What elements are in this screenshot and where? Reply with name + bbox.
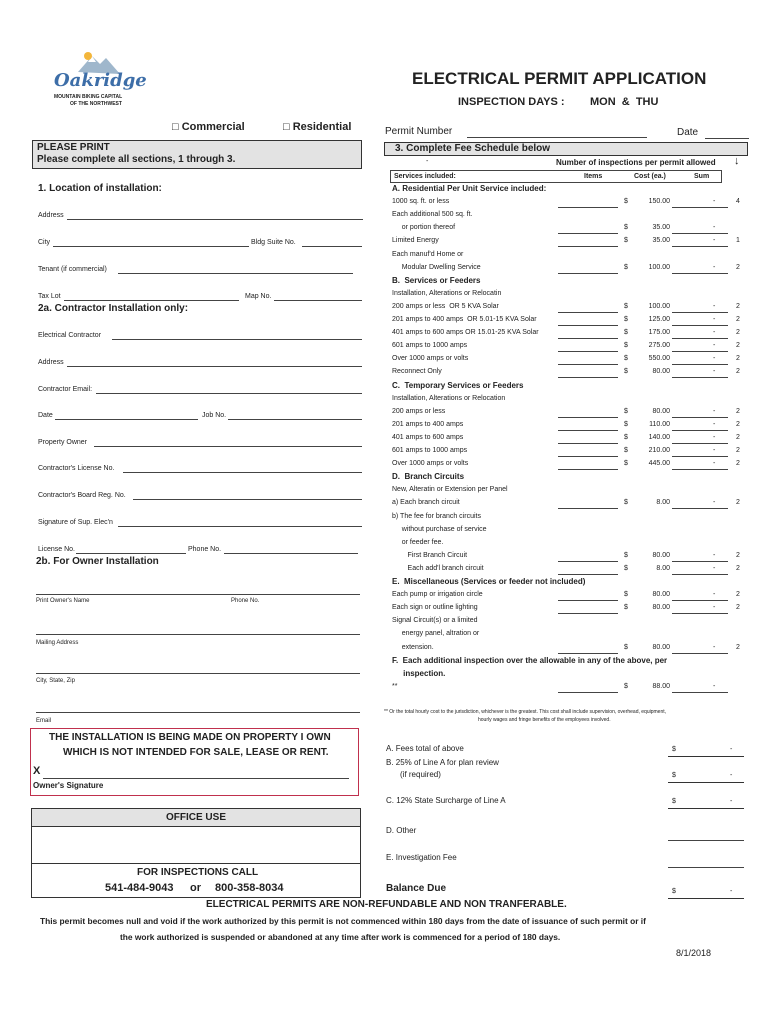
fee-row-label: extension. <box>392 643 434 651</box>
fee-row-sum-field[interactable] <box>672 233 728 234</box>
fee-row-items-field[interactable] <box>558 561 618 562</box>
job-no-field[interactable] <box>228 419 362 420</box>
contractor-address-label: Address <box>38 359 64 366</box>
fee-row-sum-dash: - <box>713 499 716 507</box>
office-use-title: OFFICE USE <box>165 812 226 823</box>
fee-row-sum-dash: - <box>713 302 716 310</box>
fee-row-dollar: $ <box>624 237 628 245</box>
fee-row-sum-field[interactable] <box>672 613 728 614</box>
fee-row-label: 601 amps to 1000 amps <box>392 342 468 350</box>
fee-row-price: 210.00 <box>648 447 670 454</box>
total-d-field[interactable] <box>668 840 744 841</box>
owner-phone-label: Phone No. <box>231 598 260 604</box>
contractor-address-field[interactable] <box>67 366 362 367</box>
fee-row-items-field[interactable] <box>558 246 618 247</box>
fee-row-items-field[interactable] <box>558 600 618 601</box>
tenant-label: Tenant (if commercial) <box>38 266 107 273</box>
fee-row-sum-field[interactable] <box>672 246 728 247</box>
balance-dollar: $ <box>672 888 676 895</box>
license-no-field[interactable] <box>76 553 186 554</box>
section-1-heading: 1. Location of installation: <box>38 183 162 194</box>
fee-row-dollar: $ <box>624 551 628 559</box>
inspections-call: FOR INSPECTIONS CALL <box>137 867 259 878</box>
electrical-contractor-field[interactable] <box>112 339 362 340</box>
fee-row-items-field[interactable] <box>558 207 618 208</box>
sig-sup-label: Signature of Sup. Elec'n <box>38 519 113 526</box>
fee-row-inspections-allowed: 2 <box>736 355 740 363</box>
phone-no-label: Phone No. <box>188 546 222 553</box>
fee-row-sum-dash: - <box>713 224 716 232</box>
fee-row-dollar: $ <box>624 682 628 690</box>
fee-schedule-header <box>384 142 748 156</box>
fee-row-price: 80.00 <box>652 407 670 415</box>
fee-row-sum-field[interactable] <box>672 443 728 444</box>
total-a-dollar: $ <box>672 746 676 753</box>
phone-2: 800-358-8034 <box>215 882 284 894</box>
office-use-header <box>32 809 360 827</box>
fee-row-sum-field[interactable] <box>672 561 728 562</box>
fee-row-label: C. Temporary Services or Feeders <box>392 380 524 390</box>
page-title: ELECTRICAL PERMIT APPLICATION <box>412 69 707 88</box>
fee-row-dollar: $ <box>624 447 628 454</box>
col-items: Items <box>584 173 603 180</box>
bldg-suite-label: Bldg Suite No. <box>251 239 296 246</box>
fee-row-dollar: $ <box>624 316 628 323</box>
section-2b-heading: 2b. For Owner Installation <box>36 556 159 567</box>
fee-row-label: Signal Circuit(s) or a limited <box>392 617 478 625</box>
section-2a-heading: 2a. Contractor Installation only: <box>38 303 189 314</box>
tax-lot-field[interactable] <box>64 300 239 301</box>
fee-row-sum-dash: - <box>713 237 716 245</box>
fee-row-items-field[interactable] <box>558 653 618 654</box>
fee-row-label: 401 amps to 600 amps OR 15.01-25 KVA Solar <box>392 329 539 337</box>
email-field[interactable] <box>36 712 360 713</box>
fee-row-dollar: $ <box>624 564 628 572</box>
fee-row-label: E. Miscellaneous (Services or feeder not included) <box>392 577 586 586</box>
fee-row-items-field[interactable] <box>558 273 618 274</box>
city-label: City <box>38 239 51 246</box>
fee-row-sum-dash: - <box>713 604 716 612</box>
fee-row-sum-field[interactable] <box>672 338 728 339</box>
fee-row-items-field[interactable] <box>558 469 618 470</box>
contractor-email-label: Contractor Email: <box>38 386 93 393</box>
fee-row-sum-field[interactable] <box>672 574 728 575</box>
license-no-label: License No. <box>38 546 75 553</box>
fee-row-inspections-allowed: 2 <box>736 368 740 376</box>
map-no-field[interactable] <box>274 300 362 301</box>
fee-row-items-field[interactable] <box>558 430 618 431</box>
fee-row-sum-field[interactable] <box>672 377 728 378</box>
inspection-days: MON & THU <box>590 96 659 108</box>
fee-row-inspections-allowed: 2 <box>736 591 740 599</box>
logo-tagline-1: MOUNTAIN BIKING CAPITAL <box>54 94 123 100</box>
total-a-label: A. Fees total of above <box>386 744 464 753</box>
date-label-left: Date <box>38 412 53 419</box>
fee-row-sum-dash: - <box>713 551 716 559</box>
fee-row-dollar: $ <box>624 198 628 206</box>
total-d-label: D. Other <box>386 826 417 835</box>
fee-row-sum-dash: - <box>713 355 716 363</box>
fee-row-price: 80.00 <box>652 368 670 376</box>
owner-statement-box <box>30 728 359 796</box>
logo-tagline-2: OF THE NORTHWEST <box>70 101 122 107</box>
fee-row-label: Installation, Alterations or Relocation <box>392 394 506 402</box>
fee-row-label: Each pump or irrigation circle <box>392 591 483 599</box>
fee-row-sum-dash: - <box>713 682 716 690</box>
fee-row-items-field[interactable] <box>558 456 618 457</box>
fee-row-label: b) The fee for branch circuits <box>392 512 481 520</box>
city-state-zip-label: City, State, Zip <box>36 678 75 684</box>
fee-row-inspections-allowed: 2 <box>736 499 740 507</box>
property-owner-label: Property Owner <box>38 439 88 446</box>
fee-row-sum-dash: - <box>713 342 716 350</box>
fee-row-price: 80.00 <box>652 643 670 651</box>
inspections-allowed-label: Number of inspections per permit allowed <box>556 158 716 167</box>
total-c-dollar: $ <box>672 798 676 805</box>
fee-row-label: 201 amps to 400 amps OR 5.01-15 KVA Solar <box>392 316 537 323</box>
fee-row-dollar: $ <box>624 224 628 232</box>
complete-all-sections: Please complete all sections, 1 through 3. <box>37 154 236 165</box>
fee-schedule-title: 3. Complete Fee Schedule below <box>395 143 551 154</box>
fee-row-inspections-allowed: 2 <box>736 329 740 337</box>
fee-row-sum-field[interactable] <box>672 508 728 509</box>
fee-row-dollar: $ <box>624 420 628 428</box>
phone-no-field[interactable] <box>224 553 358 554</box>
fee-row-sum-dash: - <box>713 643 716 651</box>
fee-row-sum-dash: - <box>713 591 716 599</box>
total-b-dash: - <box>730 772 733 779</box>
fee-row-price: 80.00 <box>652 591 670 599</box>
col-services: Services included: <box>394 173 456 180</box>
fee-row-dollar: $ <box>624 329 628 337</box>
balance-due-label: Balance Due <box>386 883 447 894</box>
fee-row-label: B. Services or Feeders <box>392 275 481 285</box>
fee-row-inspections-allowed: 2 <box>736 420 740 428</box>
total-c-field[interactable] <box>668 796 744 809</box>
job-no-label: Job No. <box>202 412 227 419</box>
total-e-field[interactable] <box>668 867 744 868</box>
fee-footnote-2: hourly wages and fringe benefits of the employees involved. <box>478 717 611 723</box>
fee-row-sum-field[interactable] <box>672 207 728 208</box>
fee-row-inspections-allowed: 2 <box>736 316 740 323</box>
fee-row-label: New, Alteratin or Extension per Panel <box>392 486 508 494</box>
fee-row-dollar: $ <box>624 499 628 507</box>
fee-row-price: 35.00 <box>652 237 670 245</box>
contractor-license-field[interactable] <box>123 472 362 473</box>
fee-row-price: 150.00 <box>648 198 670 206</box>
fee-column-headers <box>390 170 722 183</box>
null-void-line-2: the work authorized is suspended or abandoned at any time after work is commenced for a period of 180 days. <box>120 932 561 942</box>
fee-row-label: a) Each branch circuit <box>392 499 460 507</box>
owner-statement-line-2: WHICH IS NOT INTENDED FOR SALE, LEASE OR RENT. <box>63 747 329 758</box>
fee-row-sum-field[interactable] <box>672 469 728 470</box>
fee-row-inspections-allowed: 2 <box>736 433 740 441</box>
fee-row-items-field[interactable] <box>558 508 618 509</box>
total-b-label: B. 25% of Line A for plan review <box>386 758 499 767</box>
fee-row-label: 201 amps to 400 amps <box>392 420 464 428</box>
fee-row-dollar: $ <box>624 643 628 651</box>
tax-lot-label: Tax Lot <box>38 293 61 300</box>
fee-row-sum-field[interactable] <box>672 692 728 693</box>
fee-row-label: 1000 sq. ft. or less <box>392 198 450 206</box>
fee-row-price: 100.00 <box>648 263 670 271</box>
phone-or: or <box>190 882 201 894</box>
fee-row-label: Each additional 500 sq. ft. <box>392 211 473 219</box>
fee-row-sum-field[interactable] <box>672 430 728 431</box>
fee-row-label: 401 amps to 600 amps <box>392 433 464 441</box>
fee-row-label: Each add'l branch circuit <box>392 564 484 572</box>
fee-row-price: 80.00 <box>652 551 670 559</box>
fee-row-items-field[interactable] <box>558 364 618 365</box>
total-c-dash: - <box>730 798 733 805</box>
fee-row-label: 601 amps to 1000 amps <box>392 447 468 454</box>
fee-row-label: or feeder fee. <box>392 538 444 546</box>
fee-row-sum-dash: - <box>713 198 716 206</box>
fee-row-label: Installation, Alterations or Relocatin <box>392 289 502 297</box>
fee-row-sum-dash: - <box>713 263 716 271</box>
date-field-left[interactable] <box>55 419 198 420</box>
fee-row-items-field[interactable] <box>558 338 618 339</box>
fee-row-items-field[interactable] <box>558 574 618 575</box>
fee-row-dollar: $ <box>624 302 628 310</box>
col-cost: Cost (ea.) <box>634 173 666 180</box>
mailing-address-field[interactable] <box>36 634 360 635</box>
fee-row-items-field[interactable] <box>558 351 618 352</box>
contractor-board-field[interactable] <box>133 499 362 500</box>
owner-signature-label: Owner's Signature <box>33 781 104 790</box>
fee-row-price: 140.00 <box>648 433 670 441</box>
fee-row-label: ** <box>392 682 398 690</box>
fee-row-sum-field[interactable] <box>672 273 728 274</box>
fee-row-inspections-allowed: 2 <box>736 643 740 651</box>
signature-x: X <box>33 765 41 777</box>
fee-footnote-1: ** Or the total hourly cost to the jurisdiction, whichever is the greatest. This cost shall include supervision, overhead, equipment, <box>384 709 666 715</box>
fee-row-dollar: $ <box>624 433 628 441</box>
fee-row-sum-field[interactable] <box>672 653 728 654</box>
fee-row-label: Each sign or outline lighting <box>392 604 478 612</box>
email-label: Email <box>36 718 52 724</box>
fee-row-items-field[interactable] <box>558 325 618 326</box>
fee-row-label: A. Residential Per Unit Service included: <box>392 184 547 193</box>
fee-row-price: 275.00 <box>648 342 670 350</box>
fee-row-inspections-allowed: 2 <box>736 551 740 559</box>
fee-row-sum-dash: - <box>713 407 716 415</box>
fee-rows <box>390 185 750 705</box>
fee-row-price: 175.00 <box>648 329 670 337</box>
fee-row-label: First Branch Circuit <box>392 551 468 559</box>
fee-row-price: 8.00 <box>656 564 670 572</box>
date-label: Date <box>677 127 699 138</box>
owner-signature-field[interactable] <box>43 778 349 779</box>
fee-row-dollar: $ <box>624 368 628 376</box>
fee-row-label: D. Branch Circuits <box>392 472 465 482</box>
fee-row-label: inspection. <box>392 668 446 678</box>
fee-row-items-field[interactable] <box>558 417 618 418</box>
mailing-address-label: Mailing Address <box>36 640 79 646</box>
fee-row-label: F. Each additional inspection over the allowable in any of the above, per <box>392 655 668 665</box>
fee-row-label: without purchase of service <box>392 525 487 533</box>
address-field[interactable] <box>67 219 363 220</box>
fee-row-sum-dash: - <box>713 329 716 337</box>
fee-row-dollar: $ <box>624 407 628 415</box>
fee-row-items-field[interactable] <box>558 692 618 693</box>
office-use-area <box>32 827 360 864</box>
fee-row-sum-dash: - <box>713 420 716 428</box>
fee-row-inspections-allowed: 2 <box>736 302 740 310</box>
fee-row-dollar: $ <box>624 263 628 271</box>
total-e-label: E. Investigation Fee <box>386 853 457 862</box>
null-void-line-1: This permit becomes null and void if the work authorized by this permit is not commenced within 180 days from the date of issuance of such permit or if <box>40 916 646 926</box>
fee-row-price: 80.00 <box>652 604 670 612</box>
fee-row-price: 125.00 <box>648 316 670 323</box>
phone-1: 541-484-9043 <box>105 882 174 894</box>
map-no-label: Map No. <box>245 293 272 300</box>
fee-row-inspections-allowed: 2 <box>736 604 740 612</box>
fee-row-inspections-allowed: 2 <box>736 447 740 454</box>
fee-row-items-field[interactable] <box>558 233 618 234</box>
logo <box>48 48 148 110</box>
fee-row-dollar: $ <box>624 591 628 599</box>
total-b-dollar: $ <box>672 772 676 779</box>
print-owner-label: Print Owner's Name <box>36 598 90 604</box>
city-state-zip-field[interactable] <box>36 673 360 674</box>
balance-dash: - <box>730 888 733 895</box>
fee-row-inspections-allowed: 4 <box>736 198 740 206</box>
fee-row-sum-field[interactable] <box>672 600 728 601</box>
fee-row-sum-dash: - <box>713 564 716 572</box>
fee-row-items-field[interactable] <box>558 312 618 313</box>
fee-row-sum-dash: - <box>713 447 716 454</box>
contractor-board-label: Contractor's Board Reg. No. <box>38 492 126 499</box>
logo-name: Oakridge <box>54 70 147 91</box>
permit-number-label: Permit Number <box>385 126 453 137</box>
fee-row-price: 445.00 <box>648 460 670 468</box>
fee-row-inspections-allowed: 2 <box>736 564 740 572</box>
office-use-box <box>31 808 361 898</box>
please-print-box <box>32 140 362 169</box>
contractor-email-field[interactable] <box>96 393 362 394</box>
fee-row-sum-dash: - <box>713 316 716 323</box>
fee-row-sum-field[interactable] <box>672 456 728 457</box>
total-b-field[interactable] <box>668 770 744 783</box>
balance-due-field[interactable] <box>668 886 744 899</box>
fee-row-inspections-allowed: 1 <box>736 237 740 245</box>
fee-row-label: Each manuf'd Home or <box>392 250 464 258</box>
fee-row-sum-field[interactable] <box>672 351 728 352</box>
fee-header-dash: - <box>426 158 429 165</box>
property-owner-field[interactable] <box>94 446 362 447</box>
fee-row-dollar: $ <box>624 342 628 350</box>
non-refundable-notice: ELECTRICAL PERMITS ARE NON-REFUNDABLE AND NON TRANFERABLE. <box>206 899 567 910</box>
fee-row-inspections-allowed: 2 <box>736 263 740 271</box>
fee-row-dollar: $ <box>624 460 628 468</box>
fee-row-price: 88.00 <box>652 682 670 690</box>
fee-row-price: 35.00 <box>652 224 670 232</box>
fee-row-price: 100.00 <box>648 302 670 310</box>
fee-row-price: 110.00 <box>649 420 670 428</box>
form-date: 8/1/2018 <box>676 948 712 958</box>
total-c-label: C. 12% State Surcharge of Line A <box>386 796 506 805</box>
fee-row-sum-dash: - <box>713 460 716 468</box>
tenant-field[interactable] <box>118 273 353 274</box>
total-a-field[interactable] <box>668 744 744 757</box>
fee-row-sum-dash: - <box>713 368 716 376</box>
address-label: Address <box>38 212 64 219</box>
fee-row-items-field[interactable] <box>558 443 618 444</box>
fee-row-label: Reconnect Only <box>392 368 442 376</box>
inspection-days-label: INSPECTION DAYS : <box>458 96 565 108</box>
fee-row-items-field[interactable] <box>558 613 618 614</box>
fee-row-label: or portion thereof <box>392 224 456 232</box>
fee-row-price: 8.00 <box>656 499 670 507</box>
date-field[interactable] <box>705 138 749 139</box>
fee-row-sum-field[interactable] <box>672 312 728 313</box>
city-field[interactable] <box>53 246 249 247</box>
please-print: PLEASE PRINT <box>37 142 110 153</box>
fee-row-label: 200 amps or less OR 5 KVA Solar <box>392 302 499 310</box>
fee-row-label: Modular Dwelling Service <box>392 263 481 271</box>
commercial-checkbox[interactable]: □ Commercial <box>172 121 245 133</box>
fee-row-items-field[interactable] <box>558 377 618 378</box>
fee-row-label: energy panel, altration or <box>392 630 480 638</box>
fee-row-sum-dash: - <box>713 433 716 441</box>
total-a-dash: - <box>730 746 733 753</box>
fee-row-label: 200 amps or less <box>392 407 446 415</box>
residential-checkbox[interactable]: □ Residential <box>283 121 352 133</box>
sig-sup-field[interactable] <box>118 526 362 527</box>
total-b-sub-label: (if required) <box>400 770 441 779</box>
fee-row-sum-field[interactable] <box>672 364 728 365</box>
fee-row-inspections-allowed: 2 <box>736 460 740 468</box>
fee-row-sum-field[interactable] <box>672 417 728 418</box>
owner-name-field[interactable] <box>36 594 360 595</box>
fee-row-dollar: $ <box>624 355 628 363</box>
permit-number-field[interactable] <box>467 137 647 138</box>
electrical-contractor-label: Electrical Contractor <box>38 332 102 339</box>
fee-row-inspections-allowed: 2 <box>736 407 740 415</box>
contractor-license-label: Contractor's License No. <box>38 465 115 472</box>
down-arrow-icon: ↓ <box>734 155 740 167</box>
fee-row-label: Over 1000 amps or volts <box>392 355 469 363</box>
owner-statement-line-1: THE INSTALLATION IS BEING MADE ON PROPERTY I OWN <box>49 732 331 743</box>
bldg-suite-field[interactable] <box>302 246 362 247</box>
fee-row-label: Limited Energy <box>392 237 439 245</box>
fee-row-sum-field[interactable] <box>672 325 728 326</box>
fee-row-price: 550.00 <box>648 355 670 363</box>
fee-row-dollar: $ <box>624 604 628 612</box>
fee-row-inspections-allowed: 2 <box>736 342 740 350</box>
col-sum: Sum <box>694 173 710 180</box>
fee-row-label: Over 1000 amps or volts <box>392 460 469 468</box>
